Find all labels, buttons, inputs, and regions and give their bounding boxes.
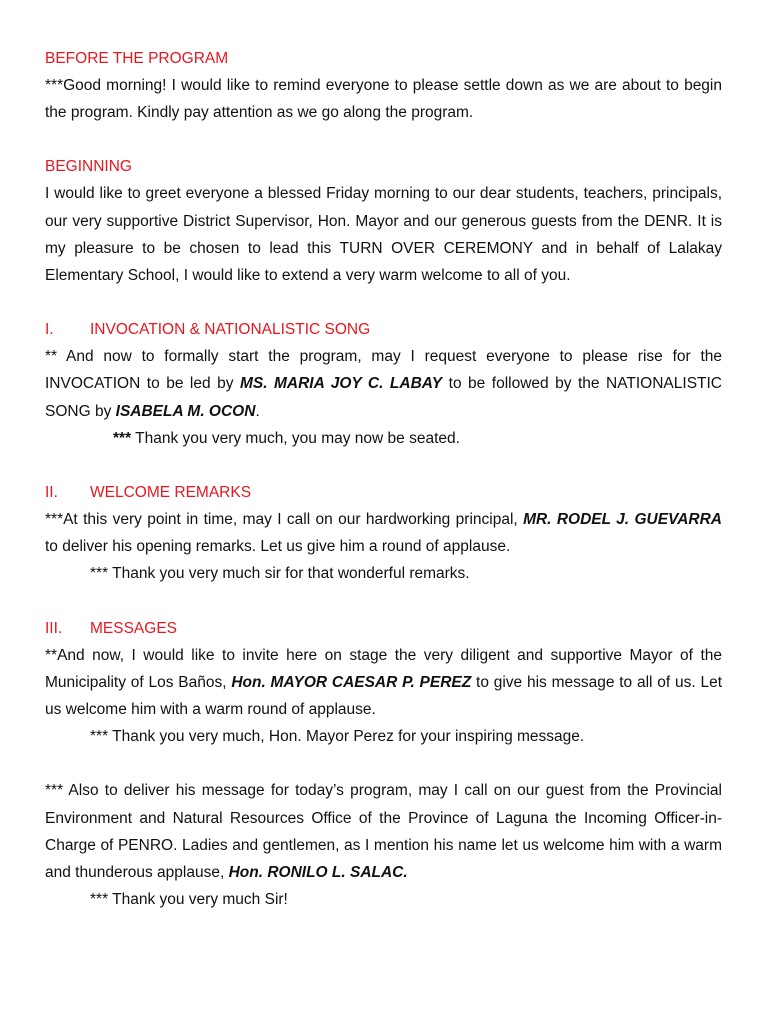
- paragraph-text: to deliver his opening remarks. Let us give him a round of applause.: [45, 538, 511, 556]
- spacer: [45, 452, 722, 479]
- section-heading-before-program: BEFORE THE PROGRAM: [45, 50, 229, 67]
- section-numeral: II.: [45, 484, 58, 502]
- paragraph-text: to be followed by the NATIONALISTIC SONG by: [45, 375, 722, 420]
- paragraph-text: to give his message to all of us. Let us welcome him with a warm round of applause.: [45, 673, 722, 719]
- section-title: MESSAGES: [90, 619, 177, 637]
- section-heading-messages: [45, 615, 722, 642]
- person-name: Hon. MAYOR CAESAR P. PEREZ: [231, 673, 472, 691]
- section-heading-beginning: BEGINNING: [45, 158, 132, 176]
- paragraph-messages-mayor: [45, 642, 722, 724]
- section-numeral: I.: [45, 321, 54, 339]
- paragraph-beginning: I would like to greet everyone a blessed Friday morning to our dear students, teachers, principals, our very supportive District Supervisor, Hon. Mayor and our generous guests from the DENR. It is my pleasure to be chosen to lead this TURN OVER CEREMONY and in behalf of Lalakay Elementary School, I would like to extend a very warm welcome to all of you.: [45, 185, 722, 285]
- paragraph-messages-penro: [45, 777, 722, 886]
- stars-marker: ***: [113, 429, 132, 447]
- section-title: WELCOME REMARKS: [90, 484, 252, 502]
- paragraph-text: **And now, I would like to invite here on stage the very diligent and supportive Mayor of the Municipality of Los Baños,: [45, 646, 722, 691]
- person-name: ISABELA M. OCON: [115, 402, 256, 420]
- paragraph-text: ** And now to formally start the program, may I request everyone to please rise for the INVOCATION to be led by: [45, 348, 722, 393]
- person-name: MR. RODEL J. GUEVARRA: [523, 511, 723, 529]
- thanks-line-welcome: *** Thank you very much sir for that wonderful remarks.: [90, 565, 470, 583]
- section-heading-welcome: [45, 479, 722, 506]
- paragraph-text: .: [255, 402, 260, 420]
- spacer: [45, 289, 722, 316]
- section-heading-invocation: [45, 316, 722, 343]
- spacer: [45, 750, 722, 777]
- thanks-line-mayor: *** Thank you very much, Hon. Mayor Perez for your inspiring message.: [90, 728, 585, 746]
- section-title: INVOCATION & NATIONALISTIC SONG: [90, 321, 371, 339]
- document-page: [45, 45, 722, 913]
- spacer: [45, 126, 722, 153]
- paragraph-text: *** Also to deliver his message for today’s program, may I call on our guest from the Provincial Environment and Natural Resources Office of the Province of Laguna the Incoming Officer-in-Charge of PENRO. Ladies and gentlemen, as I mention his name let us welcome him with a warm and thunderous applause,: [45, 782, 722, 882]
- paragraph-text: ***At this very point in time, may I call on our hardworking principal,: [45, 511, 524, 529]
- spacer: [45, 588, 722, 615]
- thanks-line-invocation: [45, 425, 722, 452]
- thanks-text: Thank you very much, you may now be seated.: [131, 429, 460, 447]
- paragraph-before-program: ***Good morning! I would like to remind everyone to please settle down as we are about to begin the program. Kindly pay attention as we go along the program.: [45, 77, 722, 122]
- person-name: MS. MARIA JOY C. LABAY: [239, 375, 443, 393]
- paragraph-invocation: [45, 343, 722, 425]
- section-numeral: III.: [45, 619, 63, 637]
- person-name: Hon. RONILO L. SALAC.: [228, 864, 408, 882]
- paragraph-welcome: [45, 506, 722, 560]
- thanks-line-penro: *** Thank you very much Sir!: [90, 891, 288, 909]
